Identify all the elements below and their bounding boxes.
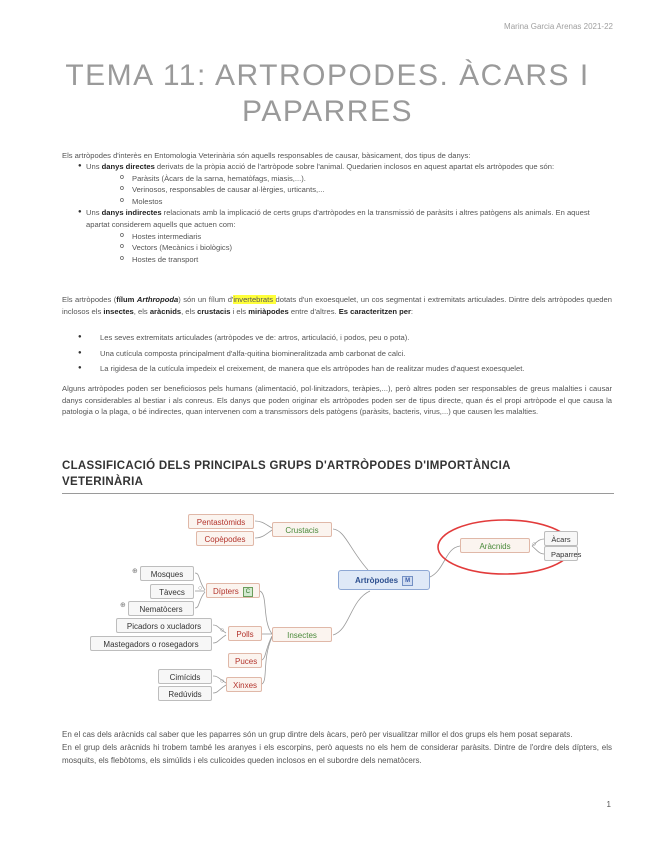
- node-copepodes[interactable]: Copèpodes: [196, 531, 254, 546]
- collapse-icon[interactable]: ○: [532, 541, 537, 548]
- arthropods-paragraph: [62, 294, 612, 317]
- sublist-item: o Paràsits (Àcars de la sarna, hematòfags, miasis,...).: [118, 173, 612, 185]
- bold-term: miriàpodes: [248, 306, 289, 316]
- connector-line: [213, 635, 226, 643]
- map-marker-icon: M: [402, 576, 413, 586]
- collapse-icon[interactable]: ○: [198, 585, 203, 592]
- list-item: [62, 207, 612, 265]
- connector-line: [262, 637, 272, 684]
- bold-term: aràcnids: [149, 306, 182, 316]
- node-xinxes[interactable]: Xinxes: [226, 677, 262, 692]
- features-list: [62, 332, 612, 379]
- bold-term: Es caracteritzen per: [338, 306, 411, 316]
- connector-line: [255, 530, 272, 538]
- text-span: relacionats amb la implicació de certs grups d'artròpodes en la transmissió de paràsits i altres patògens als animals. En aquest apartat considerem aquells que actuen com:: [86, 208, 590, 229]
- connector-line: [430, 546, 460, 577]
- list-item: ● La rigidesa de la cutícula impedeix el creixement, de manera que els artròpodes han de realitzar mudes d'aquest exoesquelet.: [62, 363, 612, 375]
- bold-term: insectes: [103, 306, 134, 316]
- node-label: Dípters: [213, 587, 239, 596]
- sublist: [86, 173, 612, 208]
- connector-line: [333, 529, 368, 570]
- connector-line: [333, 591, 370, 635]
- text-span: Els artròpodes (: [62, 295, 117, 304]
- expand-icon[interactable]: ⊕: [120, 602, 126, 609]
- damage-paragraph: Alguns artròpodes poden ser beneficiosos pels humans (alimentació, pol·linitzadors, teràpies,...), però altres poden ser responsables de greus malalties i causar danys considerables al bestiar i als conreus. Els danys que poden originar els artròpodes poden ser de tipus directe, quan és el propi artròpode el que causa la patologia o la plaga, o bé indirectes, quan intervenen com a transmissors dels patògens (paràsits, bacteris, virus,...) que causen les malalties.: [62, 384, 612, 417]
- node-paparres[interactable]: Paparres: [544, 546, 578, 561]
- node-cimicids[interactable]: Cimícids: [158, 669, 212, 684]
- node-crustacis[interactable]: Crustacis: [272, 522, 332, 537]
- collapse-icon[interactable]: ○: [220, 678, 225, 685]
- map-marker-icon: C: [243, 587, 253, 597]
- text-span: , els: [133, 306, 150, 316]
- node-pentastomids[interactable]: Pentastòmids: [188, 514, 254, 529]
- section-divider: [62, 493, 614, 494]
- node-pusses[interactable]: Puces: [228, 653, 262, 668]
- italic-term: Arthropoda: [136, 295, 179, 304]
- connector-line: [255, 521, 272, 528]
- sublist-item: o Hostes intermediaris: [118, 231, 612, 243]
- text-span: ) són un fílum d': [178, 295, 234, 304]
- section-title: CLASSIFICACIÓ DELS PRINCIPALS GRUPS D'ARTRÒPODES D'IMPORTÀNCIA VETERINÀRIA: [62, 460, 511, 488]
- sublist-item: o Molestos: [118, 196, 612, 208]
- connector-line: [195, 592, 205, 608]
- page-number: 1: [606, 800, 611, 809]
- connector-line: [213, 685, 226, 693]
- damage-list: [62, 161, 612, 265]
- list-item: [62, 161, 612, 207]
- node-picadors[interactable]: Picadors o xucladors: [116, 618, 212, 633]
- page-title: TEMA 11: ARTROPODES. ÀCARS I PAPARRES: [65, 59, 590, 128]
- node-label: Artròpodes: [354, 576, 399, 585]
- intro-paragraph: Els artròpodes d'interès en Entomologia Veterinària són aquells responsables de causar, bàsicament, dos tipus de danys:: [62, 151, 471, 160]
- bold-term: danys directes: [101, 162, 155, 171]
- node-dipters[interactable]: [206, 583, 260, 598]
- node-mastegadors[interactable]: Mastegadors o rosegadors: [90, 636, 212, 651]
- text-span: Uns: [86, 162, 102, 171]
- node-mosques[interactable]: Mosques: [140, 566, 194, 581]
- text-span: entre d'altres.: [288, 306, 339, 316]
- node-tavecs[interactable]: Tàvecs: [150, 584, 194, 599]
- list-item: ● Les seves extremitats articulades (artròpodes ve de: artros, articulació, i podos, peu o pota).: [62, 332, 612, 344]
- closing-paragraph: En el cas dels aràcnids cal saber que les paparres són un grup dintre dels àcars, però per visualitzar millor el dos grups els hem posat separats. En el grup dels aràcnids hi trobem també les aranyes i els escorpins, però aquests no els hem de considerar paràsits. Dintre de l'ordre dels dípters, els mosquits, els flebòtoms, els simúlids i els culicoides queden inclosos en el subordre dels nematòcers.: [62, 730, 612, 765]
- text-span: Uns: [86, 208, 102, 218]
- highlighted-term: invertebrats: [233, 295, 276, 304]
- node-aracnids[interactable]: Aràcnids: [460, 538, 530, 553]
- sublist-item: o Vectors (Mecànics i biològics): [118, 242, 612, 254]
- node-polls[interactable]: Polls: [228, 626, 262, 641]
- expand-icon[interactable]: ⊕: [132, 568, 138, 575]
- bold-term: fílum: [116, 295, 137, 304]
- text-span: , els: [181, 306, 198, 316]
- text-span: dotats d'un exoesquelet, un cos segmentat i extremitats articulades. Dintre dels artròpodes queden inclosos els: [62, 295, 612, 316]
- node-insectes[interactable]: Insectes: [272, 627, 332, 642]
- list-item: ● Una cutícula composta principalment d'alfa-quitina biomineralitzada amb carbonat de calci.: [62, 348, 612, 360]
- collapse-icon[interactable]: ○: [220, 627, 225, 634]
- text-span: :: [410, 306, 414, 316]
- node-reduvids[interactable]: Redúvids: [158, 686, 212, 701]
- node-nematocers[interactable]: Nematòcers: [128, 601, 194, 616]
- header-author: Marina Garcia Arenas 2021-22: [504, 22, 613, 31]
- sublist: [86, 231, 612, 266]
- sublist-item: o Verinosos, responsables de causar al·lèrgies, urticants,...: [118, 184, 612, 196]
- bold-term: danys indirectes: [101, 208, 162, 218]
- sublist-item: o Hostes de transport: [118, 254, 612, 266]
- text-span: i els: [230, 306, 249, 316]
- bold-term: crustacis: [197, 306, 231, 316]
- text-span: derivats de la pròpia acció de l'artròpode sobre l'animal. Quedarien inclosos en aquest apartat els artròpodes que són:: [154, 162, 555, 171]
- node-acars[interactable]: Àcars: [544, 531, 578, 546]
- node-artropodes[interactable]: [338, 570, 430, 590]
